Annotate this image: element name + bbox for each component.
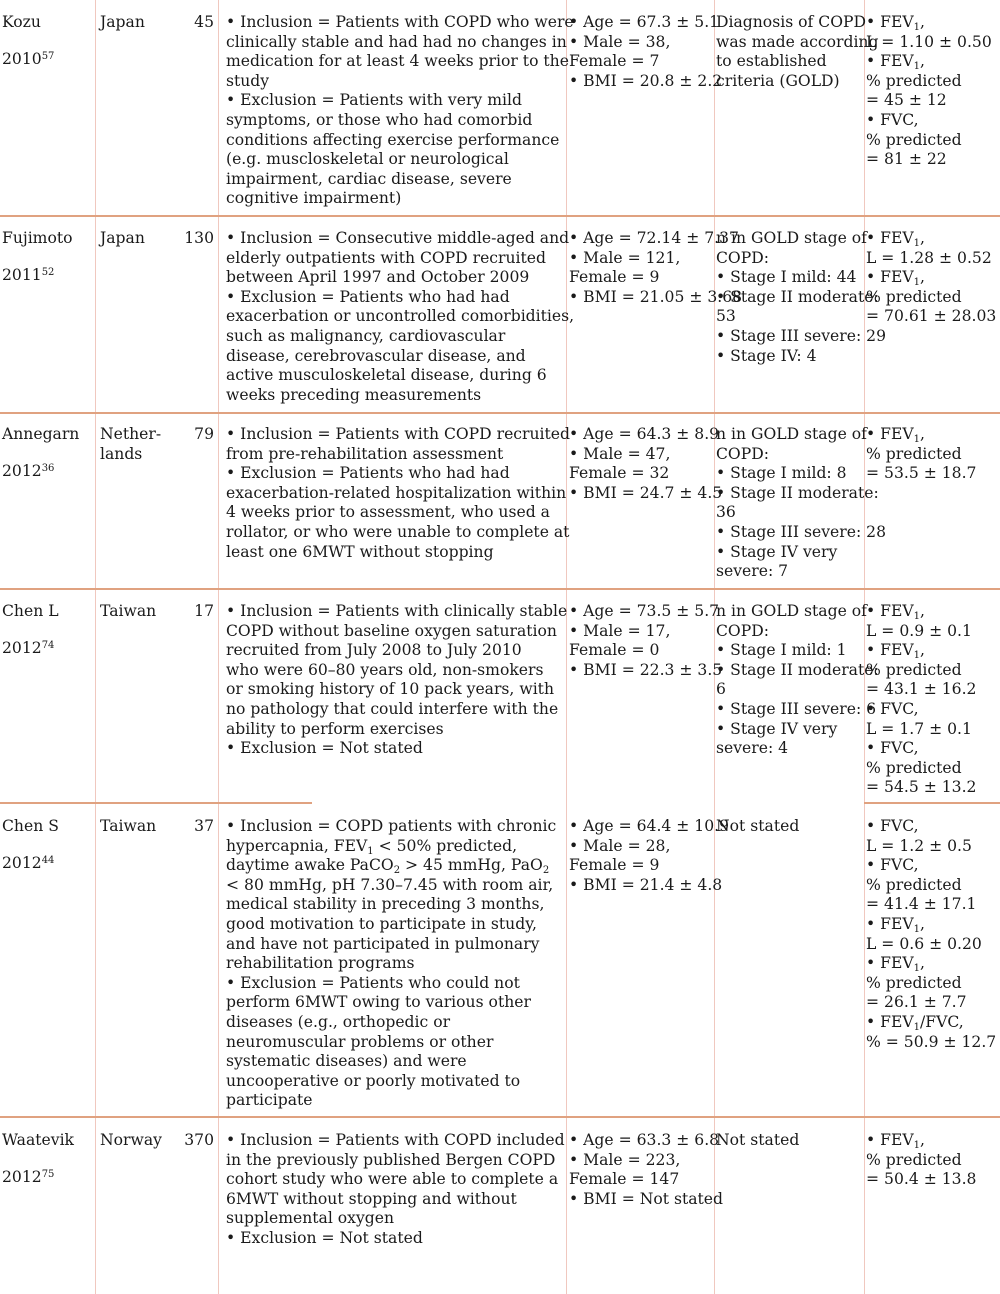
severity-line: • Stage I mild: 8	[716, 464, 847, 483]
demographics-line: • Male = 38,	[569, 32, 671, 51]
column-divider	[95, 0, 96, 1294]
demographics-line: • Male = 17,	[569, 621, 671, 640]
study-cell	[2, 13, 94, 69]
criteria-line: COPD without baseline oxygen saturation	[226, 621, 557, 640]
lung-function-line: % predicted	[866, 444, 962, 463]
lung-function-line: % predicted	[866, 758, 962, 777]
lung-function-line: • $FEV_1$/FVC,	[866, 1012, 964, 1033]
severity-line: n in GOLD stage of	[716, 425, 867, 443]
severity-line: 53	[716, 307, 736, 326]
study-cell	[2, 1131, 94, 1187]
demographics-line: Female = 9	[569, 268, 660, 287]
severity-line: 36	[716, 503, 736, 522]
criteria-line: in the previously published Bergen COPD	[226, 1150, 556, 1169]
criteria-line: conditions affecting exercise performance	[226, 130, 560, 149]
sample-size-cell: 130	[184, 229, 214, 247]
reference-number: 75	[41, 1168, 55, 1180]
demographics-line: Female = 9	[569, 856, 660, 875]
lung-function-line: • $FEV_1$,	[866, 425, 925, 445]
demographics-line: • BMI = 24.7 ± 4.5	[569, 483, 723, 502]
lung-function-line: = 50.4 ± 13.8	[866, 1170, 977, 1189]
criteria-line: • Inclusion = COPD patients with chronic	[226, 817, 557, 835]
severity-cell	[716, 602, 879, 759]
criteria-line: elderly outpatients with COPD recruited	[226, 248, 547, 267]
severity-line: Diagnosis of COPD	[716, 13, 866, 31]
severity-line: n in GOLD stage of	[716, 602, 867, 620]
criteria-line: medication for at least 4 weeks prior to the	[226, 52, 569, 71]
study-cell	[2, 229, 94, 285]
criteria-line: impairment, cardiac disease, severe	[226, 169, 512, 188]
lung-function-line: = 45 ± 12	[866, 91, 947, 110]
lung-function-line: • FVC,	[866, 699, 919, 718]
severity-cell	[716, 229, 887, 366]
severity-line: n in GOLD stage of	[716, 229, 867, 247]
reference-number: 52	[41, 266, 55, 278]
study-year: 2012$^{75}$	[2, 1167, 55, 1186]
criteria-line: exacerbation or uncontrolled comorbidities,	[226, 307, 575, 326]
lung-function-line: L = 1.7 ± 0.1	[866, 719, 972, 738]
lung-function-line: = 41.4 ± 17.1	[866, 895, 977, 914]
criteria-line: and have not participated in pulmonary	[226, 934, 540, 953]
demographics-line: • Age = 63.3 ± 6.8	[569, 1131, 720, 1149]
demographics-cell	[569, 602, 723, 680]
severity-line: • Stage III severe: 29	[716, 326, 887, 345]
criteria-line: such as malignancy, cardiovascular	[226, 326, 506, 345]
severity-line: • Stage II moderate:	[716, 483, 879, 502]
criteria-line: clinically stable and had had no changes in	[226, 32, 567, 51]
lung-function-cell	[866, 1131, 1000, 1190]
criteria-line: • Exclusion = Patients who had had	[226, 464, 510, 483]
lung-function-cell	[866, 13, 1000, 170]
criteria-line: < 80 mmHg, pH 7.30–7.45 with room air,	[226, 875, 554, 894]
criteria-line: rollator, or who were unable to complete at	[226, 522, 570, 541]
study-author: Annegarn	[2, 425, 80, 443]
severity-cell	[716, 13, 879, 91]
demographics-line: • BMI = 20.8 ± 2.2	[569, 71, 723, 90]
severity-line: severe: 4	[716, 739, 789, 758]
criteria-line: cognitive impairment)	[226, 189, 402, 208]
criteria-line: neuromuscular problems or other	[226, 1032, 494, 1051]
country-text: Taiwan	[100, 817, 157, 835]
lung-function-line: • $FEV_1$,	[866, 914, 925, 935]
lung-function-line: • $FEV_1$,	[866, 641, 925, 662]
criteria-line: • Inclusion = Patients with COPD who were	[226, 13, 574, 31]
severity-line: to established	[716, 52, 827, 71]
criteria-line: or smoking history of 10 pack years, with	[226, 680, 554, 699]
criteria-cell	[226, 602, 568, 759]
demographics-line: • Age = 67.3 ± 5.1	[569, 13, 720, 31]
column-divider	[218, 0, 219, 1294]
study-year: 2012$^{36}$	[2, 461, 55, 480]
country-text: Norway	[100, 1131, 162, 1149]
criteria-cell	[226, 13, 574, 209]
country-text: Japan	[100, 229, 145, 247]
severity-line: 6	[716, 680, 726, 699]
row-divider	[0, 588, 1000, 590]
study-author: Chen S	[2, 817, 59, 835]
reference-number: 57	[41, 50, 55, 62]
severity-line: • Stage IV: 4	[716, 346, 817, 365]
severity-line: • Stage I mild: 1	[716, 641, 847, 660]
country-text: Japan	[100, 13, 145, 31]
study-cell	[2, 817, 94, 873]
country-text: Taiwan	[100, 602, 157, 620]
lung-function-line: • FVC,	[866, 856, 919, 875]
lung-function-line: L = 0.9 ± 0.1	[866, 621, 972, 640]
criteria-cell	[226, 817, 568, 1111]
criteria-line: (e.g. muscloskeletal or neurological	[226, 150, 509, 169]
criteria-line: daytime awake PaCO$_2$ > 45 mmHg, PaO$_2$	[226, 856, 550, 877]
demographics-line: Female = 32	[569, 464, 670, 483]
criteria-line: ability to perform exercises	[226, 719, 444, 738]
criteria-line: • Inclusion = Patients with COPD recruited	[226, 425, 571, 443]
criteria-line: cohort study who were able to complete a	[226, 1170, 559, 1189]
lung-function-line: L = 1.2 ± 0.5	[866, 836, 972, 855]
severity-cell	[716, 425, 887, 582]
severity-line: • Stage III severe: 6	[716, 699, 877, 718]
lung-function-line: • FVC,	[866, 110, 919, 129]
demographics-cell	[569, 13, 723, 91]
study-year: 2010$^{57}$	[2, 49, 55, 68]
severity-line: COPD:	[716, 621, 769, 640]
row-divider	[0, 1116, 1000, 1118]
lung-function-line: = 54.5 ± 13.2	[866, 778, 977, 797]
row-divider	[0, 215, 1000, 217]
criteria-line: supplemental oxygen	[226, 1209, 395, 1228]
sample-size-cell: 17	[194, 602, 214, 620]
criteria-line: medical stability in preceding 3 months,	[226, 895, 545, 914]
criteria-line: no pathology that could interfere with the	[226, 699, 559, 718]
demographics-line: • Male = 47,	[569, 444, 671, 463]
study-author: Chen L	[2, 602, 59, 620]
study-year: 2012$^{74}$	[2, 638, 55, 657]
severity-line: • Stage IV very	[716, 719, 838, 738]
demographics-line: • Age = 64.3 ± 8.9	[569, 425, 720, 443]
lung-function-line: = 53.5 ± 18.7	[866, 464, 977, 483]
demographics-line: • BMI = 21.05 ± 3.68	[569, 287, 743, 306]
criteria-line: exacerbation-related hospitalization within	[226, 483, 567, 502]
severity-line: COPD:	[716, 444, 769, 463]
demographics-line: Female = 0	[569, 641, 660, 660]
criteria-line: 4 weeks prior to assessment, who used a	[226, 503, 550, 522]
sample-size-cell: 79	[194, 425, 214, 443]
lung-function-line: = 43.1 ± 16.2	[866, 680, 977, 699]
study-author: Waatevik	[2, 1131, 75, 1149]
demographics-cell	[569, 425, 723, 503]
severity-line: • Stage II moderate:	[716, 660, 879, 679]
study-cell	[2, 425, 94, 481]
severity-line: criteria (GOLD)	[716, 71, 840, 90]
lung-function-line: % predicted	[866, 973, 962, 992]
severity-line: • Stage III severe: 28	[716, 522, 887, 541]
criteria-line: rehabilitation programs	[226, 954, 415, 973]
lung-function-line: • $FEV_1$,	[866, 954, 925, 975]
criteria-line: systematic diseases) and were	[226, 1052, 467, 1071]
severity-line: • Stage IV very	[716, 542, 838, 561]
lung-function-cell	[866, 817, 1000, 1052]
sample-size-cell: 37	[194, 817, 214, 835]
lung-function-line: = 81 ± 22	[866, 150, 947, 169]
reference-number: 74	[41, 639, 55, 651]
criteria-line: weeks preceding measurements	[226, 385, 482, 404]
demographics-line: • Male = 121,	[569, 248, 681, 267]
lung-function-line: = 26.1 ± 7.7	[866, 993, 967, 1012]
severity-line: COPD:	[716, 248, 769, 267]
criteria-line: • Exclusion = Patients who had had	[226, 287, 510, 306]
criteria-line: participate	[226, 1091, 313, 1110]
criteria-line: symptoms, or those who had comorbid	[226, 110, 533, 129]
country-text: lands	[100, 444, 143, 463]
criteria-line: hypercapnia, $FEV_1 < 50\%$ predicted,	[226, 836, 518, 857]
criteria-cell	[226, 425, 571, 562]
lung-function-line: • $FEV_1$,	[866, 268, 925, 289]
demographics-line: • Age = 73.5 ± 5.7	[569, 602, 720, 620]
lung-function-line: L = 1.10 ± 0.50	[866, 32, 992, 51]
severity-cell	[716, 1131, 866, 1151]
sample-size-cell: 45	[194, 13, 214, 31]
severity-line: Not stated	[716, 1131, 800, 1149]
row-divider	[864, 802, 1000, 804]
demographics-line: • Age = 64.4 ± 10.9	[569, 817, 730, 835]
demographics-line: • BMI = 22.3 ± 3.5	[569, 660, 723, 679]
lung-function-line: • $FEV_1$,	[866, 52, 925, 73]
demographics-line: • BMI = 21.4 ± 4.8	[569, 875, 723, 894]
lung-function-line: • FVC,	[866, 739, 919, 758]
lung-function-line: % predicted	[866, 130, 962, 149]
criteria-line: between April 1997 and October 2009	[226, 268, 530, 287]
severity-line: was made according	[716, 32, 879, 51]
lung-function-cell	[866, 602, 1000, 798]
lung-function-line: % predicted	[866, 71, 962, 90]
lung-function-line: L = 1.28 ± 0.52	[866, 248, 992, 267]
criteria-line: • Exclusion = Not stated	[226, 1228, 423, 1247]
criteria-line: 6MWT without stopping and without	[226, 1189, 517, 1208]
demographics-cell	[569, 1131, 724, 1209]
criteria-line: • Inclusion = Consecutive middle-aged and	[226, 229, 570, 247]
criteria-cell	[226, 229, 575, 405]
lung-function-cell	[866, 229, 1000, 327]
lung-function-line: • $FEV_1$,	[866, 602, 925, 622]
demographics-line: • BMI = Not stated	[569, 1189, 724, 1208]
severity-line: • Stage I mild: 44	[716, 268, 857, 287]
sample-size-cell: 370	[184, 1131, 214, 1149]
severity-line: Not stated	[716, 817, 800, 835]
demographics-line: Female = 147	[569, 1170, 680, 1189]
criteria-line: uncooperative or poorly motivated to	[226, 1071, 521, 1090]
severity-line: severe: 7	[716, 562, 789, 581]
criteria-line: • Exclusion = Not stated	[226, 739, 423, 758]
row-divider	[0, 412, 1000, 414]
demographics-line: Female = 7	[569, 52, 660, 71]
row-divider	[0, 802, 312, 804]
lung-function-line: % predicted	[866, 287, 962, 306]
criteria-cell	[226, 1131, 568, 1249]
criteria-line: • Exclusion = Patients who could not	[226, 973, 520, 992]
demographics-cell	[569, 817, 730, 895]
severity-line: • Stage II moderate:	[716, 287, 879, 306]
study-year: 2012$^{44}$	[2, 853, 55, 872]
study-year: 2011$^{52}$	[2, 265, 55, 284]
criteria-line: • Exclusion = Patients with very mild	[226, 91, 522, 110]
study-author: Kozu	[2, 13, 41, 31]
criteria-line: recruited from July 2008 to July 2010	[226, 641, 522, 660]
demographics-line: • Male = 28,	[569, 836, 671, 855]
study-author: Fujimoto	[2, 229, 73, 247]
criteria-line: who were 60–80 years old, non-smokers	[226, 660, 544, 679]
severity-cell	[716, 817, 866, 837]
reference-number: 36	[41, 462, 55, 474]
criteria-line: • Inclusion = Patients with COPD included	[226, 1131, 565, 1149]
lung-function-line: % predicted	[866, 875, 962, 894]
criteria-line: active musculoskeletal disease, during 6	[226, 366, 547, 385]
criteria-line: disease, cerebrovascular disease, and	[226, 346, 526, 365]
lung-function-line: = 70.61 ± 28.03	[866, 307, 997, 326]
lung-function-line: L = 0.6 ± 0.20	[866, 934, 982, 953]
criteria-line: least one 6MWT without stopping	[226, 542, 494, 561]
study-cell	[2, 602, 94, 658]
country-text: Nether-	[100, 425, 162, 443]
lung-function-line: % = 50.9 ± 12.7	[866, 1032, 997, 1051]
demographics-line: • Male = 223,	[569, 1150, 681, 1169]
criteria-line: good motivation to participate in study,	[226, 914, 537, 933]
lung-function-line: % predicted	[866, 660, 962, 679]
lung-function-line: • $FEV_1$,	[866, 1131, 925, 1151]
criteria-line: study	[226, 71, 270, 90]
reference-number: 44	[41, 854, 55, 866]
criteria-line: perform 6MWT owing to various other	[226, 993, 531, 1012]
lung-function-cell	[866, 425, 1000, 484]
criteria-line: from pre-rehabilitation assessment	[226, 444, 504, 463]
lung-function-line: • FVC,	[866, 817, 919, 835]
demographics-line: • Age = 72.14 ± 7.37	[569, 229, 739, 247]
criteria-line: • Inclusion = Patients with clinically stable	[226, 602, 568, 620]
lung-function-line: • $FEV_1$,	[866, 229, 925, 249]
lung-function-line: • $FEV_1$,	[866, 13, 925, 33]
criteria-line: diseases (e.g., orthopedic or	[226, 1012, 451, 1031]
lung-function-line: % predicted	[866, 1150, 962, 1169]
